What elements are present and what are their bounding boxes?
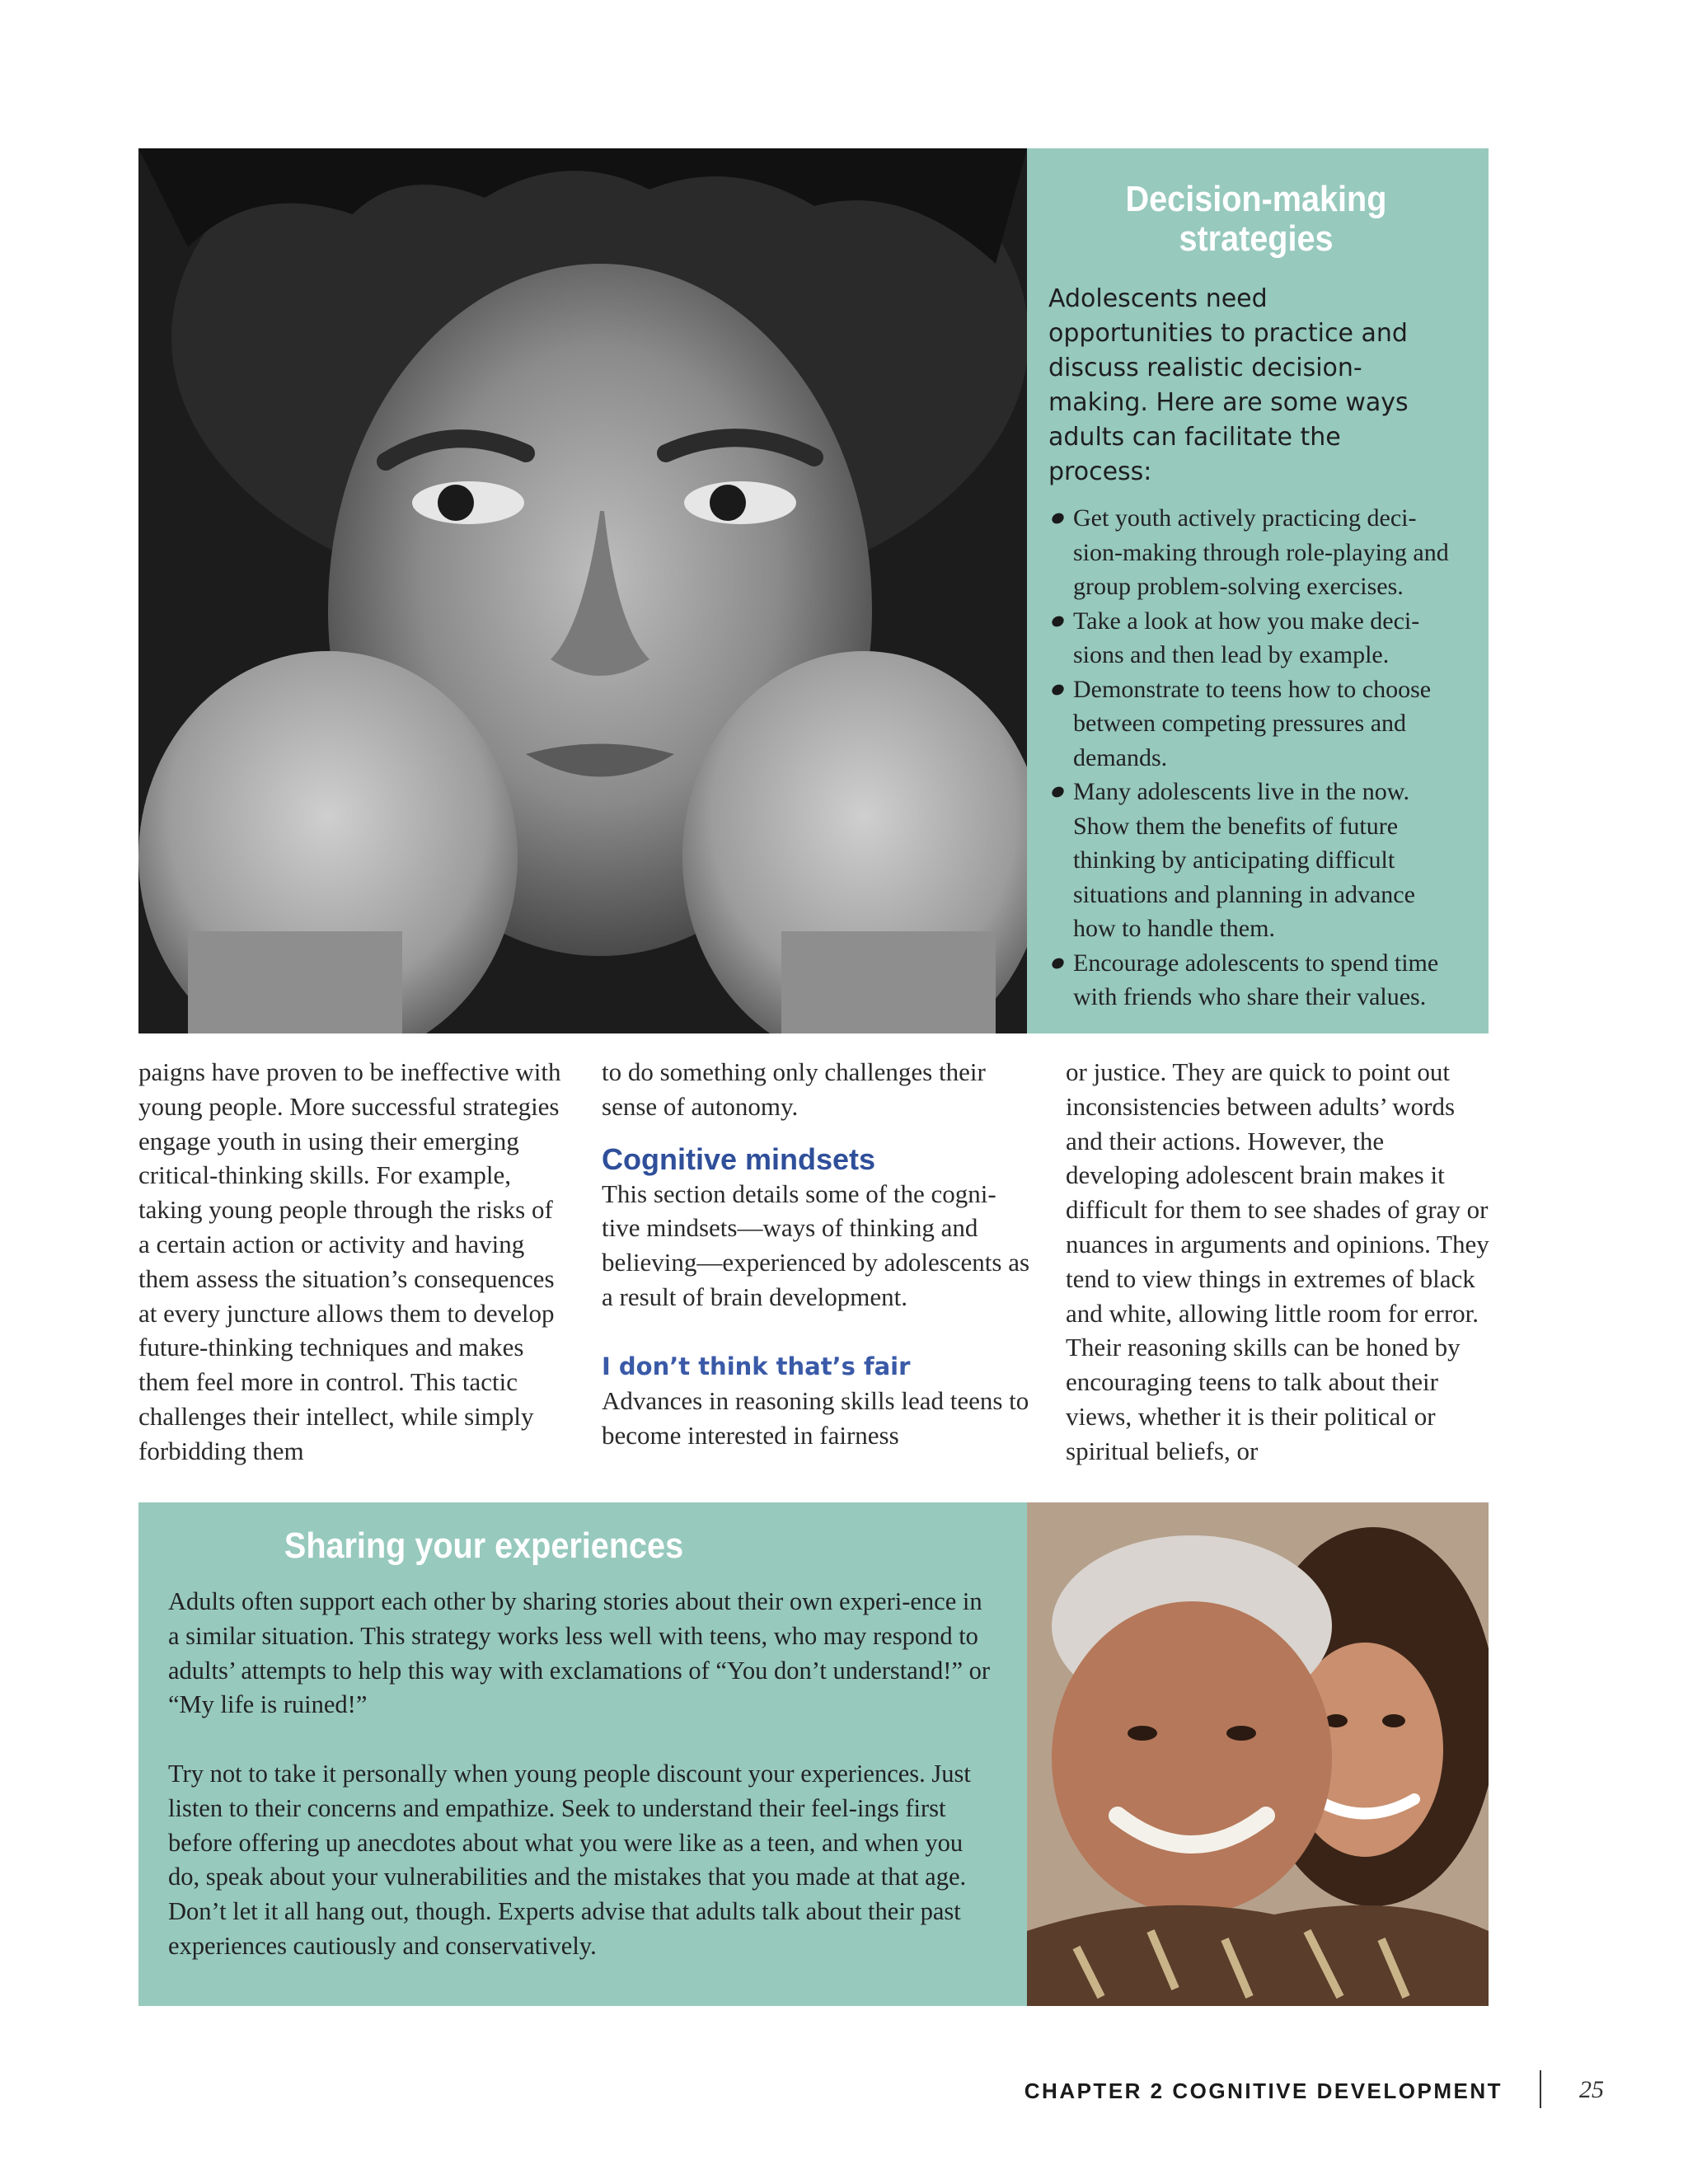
body-column-3 bbox=[1066, 1055, 1494, 1469]
bullet-icon bbox=[1050, 682, 1066, 697]
body-text: Advances in reasoning skills lead teens to become interested in fairness bbox=[602, 1385, 1029, 1450]
bullet-icon bbox=[1050, 956, 1066, 971]
list-item bbox=[1048, 604, 1464, 673]
list-item bbox=[1048, 775, 1464, 946]
box-title: Sharing your experiences bbox=[284, 1526, 684, 1566]
body-text: to do something only challenges their sense of autonomy. bbox=[602, 1057, 986, 1121]
list-item-text: Take a look at how you make deci-sions and then lead by example. bbox=[1073, 607, 1420, 668]
box-paragraph: Try not to take it personally when young people discount your experiences. Just listen to their concerns and empathize. Seek to understand their feel-ings first before offering up anecdotes about what you were like as a teen, and when you do, speak about your vulnerabilities and the mistakes that you made at that age. Don’t let it all hang out, though. Experts advise that adults talk about their past experiences cautiously and conservatively. bbox=[168, 1759, 971, 1960]
decision-making-sidebar bbox=[1027, 148, 1489, 1033]
box-paragraph: Adults often support each other by sharing stories about their own experi-ence in a similar situation. This strategy works less well with teens, who may respond to adults’ attempts to help this way with exclamations of “You don’t understand!” or “My life is ruined!” bbox=[168, 1587, 991, 1719]
list-item-text: Encourage adolescents to spend time with friends who share their values. bbox=[1073, 949, 1439, 1010]
list-item-text: Many adolescents live in the now. Show them the benefits of future thinking by anticipating difficult situations and planning in advance how to handle them. bbox=[1073, 778, 1415, 942]
sidebar-intro: Adolescents need opportunities to practice and discuss realistic decision-making. Here are some ways adults can facilitate the process: bbox=[1048, 284, 1409, 486]
footer-divider bbox=[1540, 2070, 1541, 2108]
page-number: 25 bbox=[1579, 2076, 1604, 2103]
list-item-text: Demonstrate to teens how to choose between competing pressures and demands. bbox=[1073, 675, 1432, 771]
section-subheading: I don’t think that’s fair bbox=[602, 1352, 911, 1380]
section-heading: Cognitive mindsets bbox=[602, 1141, 876, 1176]
body-column-1 bbox=[138, 1055, 567, 1469]
teen-portrait-photo bbox=[138, 148, 1027, 1033]
sidebar-title: Decision-making strategies bbox=[1125, 179, 1387, 259]
body-text: paigns have proven to be ineffective with young people. More successful strategies engage youth in using their emerging critical-thinking skills. For example, taking young people through the risks of a certain action or activity and having them assess the situation’s consequences at every juncture allows them to develop future-thinking techniques and makes them feel more in control. This tactic challenges their intellect, while simply forbidding them bbox=[138, 1057, 561, 1465]
list-item-text: Get youth actively practicing deci-sion-making through role-playing and group problem-solving exercises. bbox=[1073, 504, 1449, 600]
body-text: This section details some of the cogni-tive mindsets—ways of thinking and believing—experienced by adolescents as a result of brain development. bbox=[602, 1179, 1030, 1311]
bullet-icon bbox=[1050, 511, 1066, 526]
sidebar-bullet-list bbox=[1048, 501, 1464, 1015]
list-item bbox=[1048, 501, 1464, 604]
footer-chapter-title: CHAPTER 2 COGNITIVE DEVELOPMENT bbox=[1024, 2079, 1503, 2103]
bullet-icon bbox=[1050, 614, 1066, 629]
bullet-icon bbox=[1050, 785, 1066, 799]
list-item bbox=[1048, 946, 1464, 1015]
list-item bbox=[1048, 673, 1464, 776]
sharing-experiences-box bbox=[138, 1502, 1027, 2006]
body-column-2 bbox=[602, 1055, 1030, 1452]
father-daughter-photo bbox=[1027, 1502, 1489, 2006]
body-text: or justice. They are quick to point out inconsistencies between adults’ words and their actions. However, the developing adolescent brain makes it difficult for them to see shades of gray or nuances in arguments and opinions. They tend to view things in extremes of black and white, allowing little room for error. Their reasoning skills can be honed by encouraging teens to talk about their views, whether it is their political or spiritual beliefs, or bbox=[1066, 1057, 1489, 1465]
